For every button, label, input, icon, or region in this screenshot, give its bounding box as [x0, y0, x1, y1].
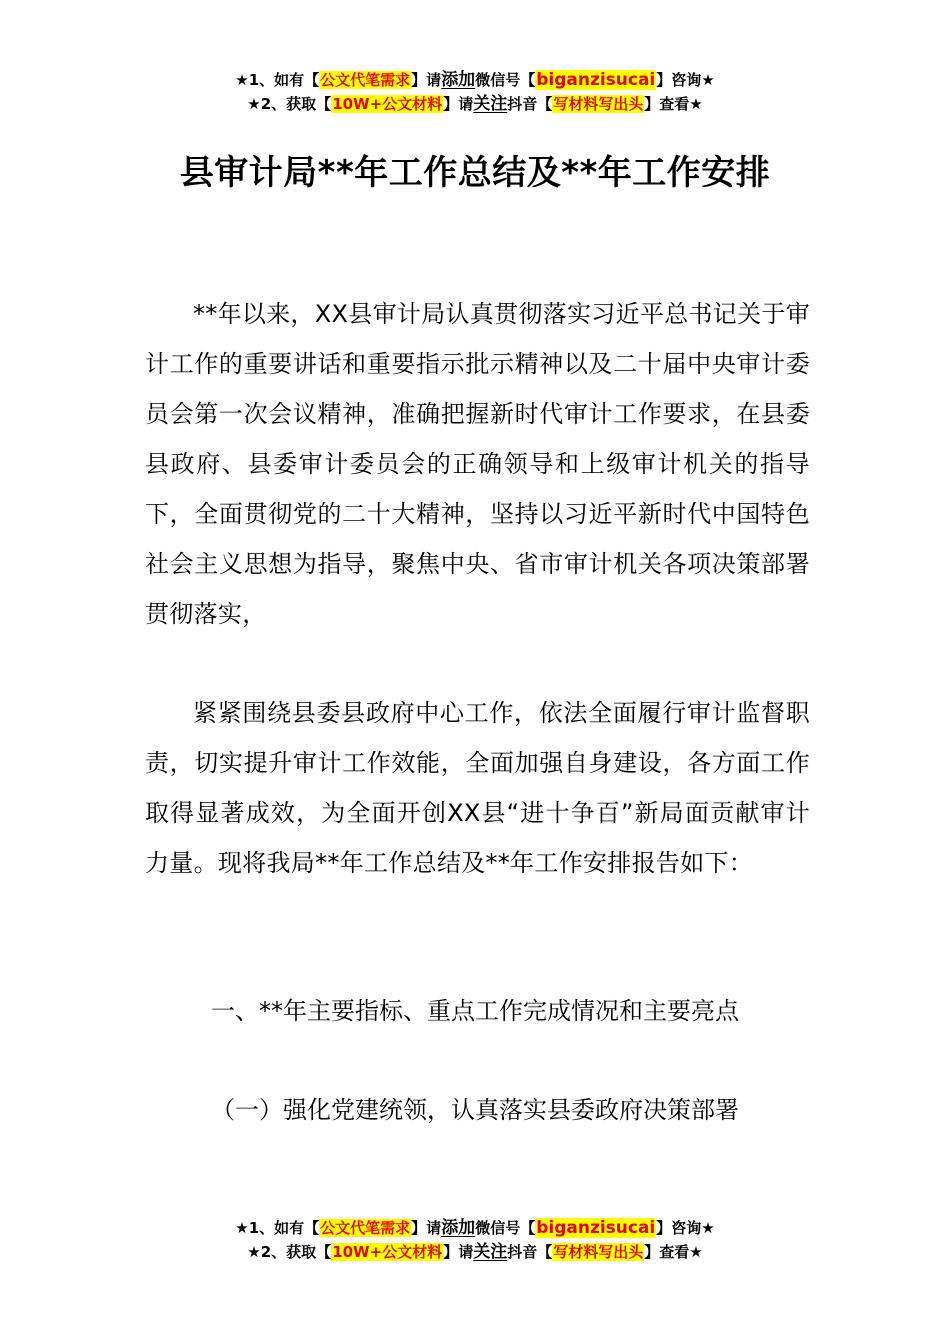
banner-text: 】查看★ — [644, 1243, 703, 1261]
bottom-ad-banner — [0, 1216, 950, 1264]
banner-text: 】请 — [411, 71, 442, 89]
banner-highlight: biganzisucai — [536, 70, 656, 90]
banner-highlight: 10W+公文材料 — [332, 1243, 443, 1261]
banner-highlight: 10W+公文材料 — [332, 95, 443, 113]
banner-line-2 — [0, 1240, 950, 1264]
banner-text: ★1、如有【 — [235, 71, 320, 89]
section-heading-1: 一、**年主要指标、重点工作完成情况和主要亮点 — [211, 997, 739, 1025]
banner-emphasis: 关注 — [473, 1242, 508, 1262]
banner-line-2 — [0, 92, 950, 116]
banner-highlight: biganzisucai — [536, 1218, 656, 1238]
banner-text: 】咨询★ — [656, 71, 715, 89]
banner-text: 】请 — [411, 1219, 442, 1237]
banner-text: 抖音【 — [507, 1243, 553, 1261]
banner-line-1 — [0, 68, 950, 92]
banner-text: 】咨询★ — [656, 1219, 715, 1237]
body-paragraph-2: 紧紧围绕县委县政府中心工作，依法全面履行审计监督职责，切实提升审计工作效能，全面加强自身建设，各方面工作取得显著成效，为全面开创XX县“进十争百”新局面贡献审计力量。现将我局**年工作总结及**年工作安排报告如下： — [145, 699, 810, 877]
banner-text: 微信号【 — [475, 1219, 536, 1237]
banner-text: 抖音【 — [507, 95, 553, 113]
banner-text: ★1、如有【 — [235, 1219, 320, 1237]
banner-emphasis: 添加 — [441, 1218, 476, 1238]
document-title: 县审计局**年工作总结及**年工作安排 — [179, 153, 771, 193]
banner-highlight: 公文代笔需求 — [320, 71, 411, 89]
banner-highlight: 写材料写出头 — [553, 95, 644, 113]
banner-text: ★2、获取【 — [247, 1243, 332, 1261]
subsection-heading-1: （一）强化党建统领，认真落实县委政府决策部署 — [211, 1096, 739, 1124]
banner-text: 】请 — [443, 1243, 474, 1261]
banner-text: ★2、获取【 — [247, 95, 332, 113]
top-ad-banner — [0, 68, 950, 116]
banner-highlight: 写材料写出头 — [553, 1243, 644, 1261]
banner-highlight: 公文代笔需求 — [320, 1219, 411, 1237]
banner-emphasis: 关注 — [473, 94, 508, 114]
banner-text: 】查看★ — [644, 95, 703, 113]
banner-emphasis: 添加 — [441, 70, 476, 90]
body-paragraph-1: **年以来，XX县审计局认真贯彻落实习近平总书记关于审计工作的重要讲话和重要指示批示精神以及二十届中央审计委员会第一次会议精神，准确把握新时代审计工作要求，在县委县政府、县委审计委员会的正确领导和上级审计机关的指导下，全面贯彻党的二十大精神，坚持以习近平新时代中国特色社会主义思想为指导，聚焦中央、省市审计机关各项决策部署贯彻落实， — [145, 300, 810, 628]
banner-line-1 — [0, 1216, 950, 1240]
banner-text: 微信号【 — [475, 71, 536, 89]
banner-text: 】请 — [443, 95, 474, 113]
